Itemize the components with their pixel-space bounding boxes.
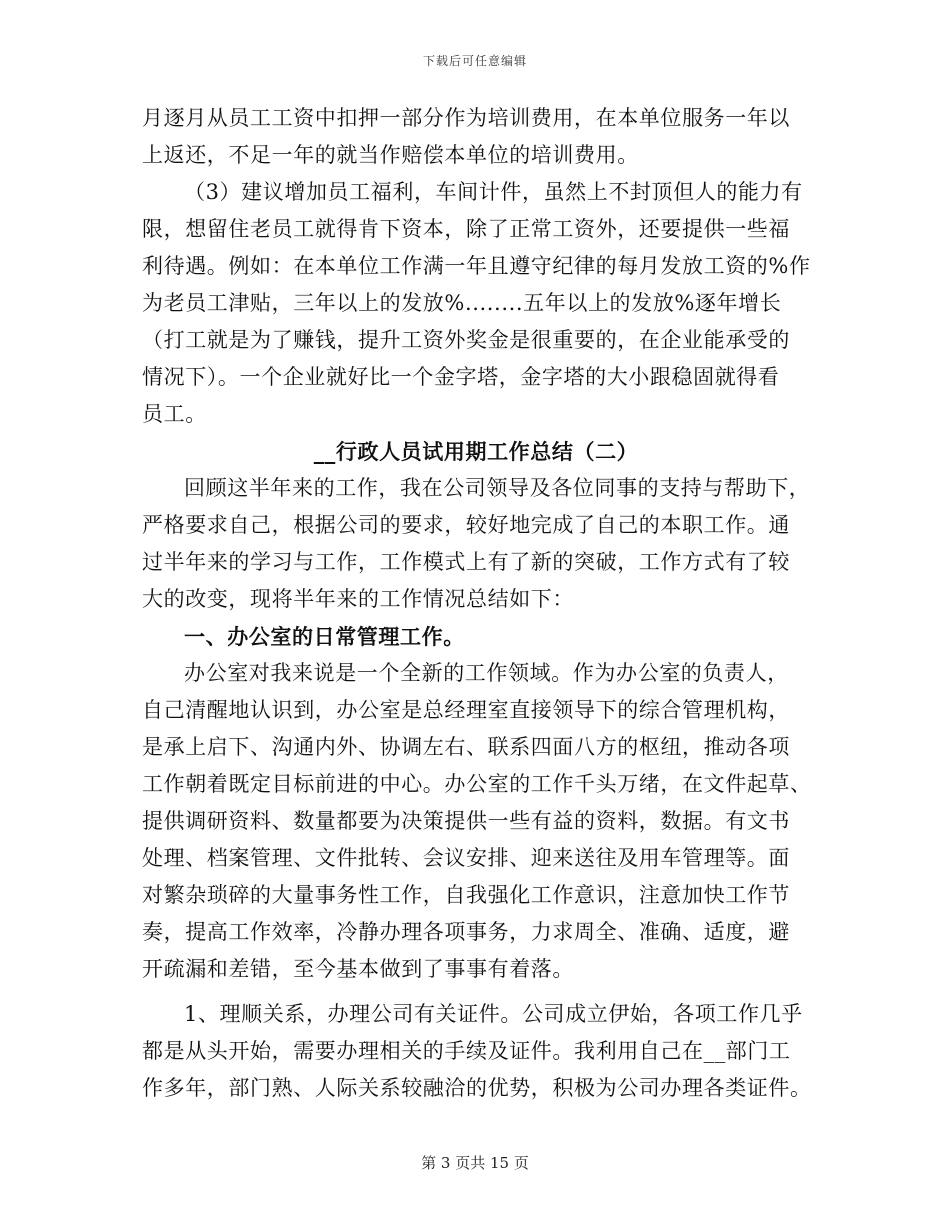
page-number: 第 3 页共 15 页 (421, 1154, 529, 1172)
text-line: 为老员工津贴，三年以上的发放%........五年以上的发放%逐年增长 (142, 291, 782, 315)
text-line: （打工就是为了赚钱，提升工资外奖金是很重要的，在企业能承受的 (142, 328, 790, 352)
paragraph-gap (142, 988, 810, 996)
text-line: 开疏漏和差错，至今基本做到了事事有着落。 (142, 957, 574, 981)
text-line: 大的改变，现将半年来的工作情况总结如下： (142, 587, 574, 611)
text-line: 过半年来的学习与工作，工作模式上有了新的突破，工作方式有了较 (142, 550, 790, 574)
section-title: __行政人员试用期工作总结（二） (313, 439, 639, 464)
text-line: 是承上启下、沟通内外、协调左右、联系四面八方的枢纽，推动各项 (142, 735, 790, 759)
text-line: 工作朝着既定目标前进的中心。办公室的工作千头万绪，在文件起草、 (142, 772, 812, 796)
text-line: 1、理顺关系，办理公司有关证件。公司成立伊始，各项工作几乎 (184, 1002, 803, 1026)
text-line: 办公室对我来说是一个全新的工作领域。作为办公室的负责人， (184, 661, 789, 685)
text-line: 奏，提高工作效率，冷静办理各项事务，力求周全、准确、适度，避 (142, 920, 790, 944)
text-line: 利待遇。例如：在本单位工作满一年且遵守纪律的每月发放工资的%作 (142, 254, 811, 278)
text-line: 员工。 (142, 402, 207, 426)
text-line: 对繁杂琐碎的大量事务性工作，自我强化工作意识，注意加快工作节 (142, 883, 790, 907)
text-line: （3）建议增加员工福利，车间计件，虽然上不封顶但人的能力有 (184, 180, 803, 204)
text-line: 回顾这半年来的工作，我在公司领导及各位同事的支持与帮助下， (184, 476, 811, 500)
text-line: 情况下）。一个企业就好比一个金字塔，金字塔的大小跟稳固就得看 (142, 365, 780, 389)
text-line: 限，想留住老员工就得肯下资本，除了正常工资外，还要提供一些福 (142, 217, 790, 241)
text-line: 处理、档案管理、文件批转、会议安排、迎来送往及用车管理等。面 (142, 846, 790, 870)
page-header-note: 下载后可任意编辑 (422, 54, 527, 68)
text-line: 提供调研资料、数量都要为决策提供一些有益的资料，数据。有文书 (142, 809, 790, 833)
text-line: 自己清醒地认识到，办公室是总经理室直接领导下的综合管理机构， (142, 698, 790, 722)
text-line: 月逐月从员工工资中扣押一部分作为培训费用，在本单位服务一年以 (142, 106, 790, 130)
text-line: 上返还，不足一年的就当作赔偿本单位的培训费用。 (142, 143, 639, 167)
document-body (142, 100, 810, 1107)
text-line: 严格要求自己，根据公司的要求，较好地完成了自己的本职工作。通 (142, 513, 790, 537)
section-heading: 一、办公室的日常管理工作。 (184, 624, 465, 649)
text-line: 作多年，部门熟、人际关系较融洽的优势，积极为公司办理各类证件。 (142, 1076, 812, 1100)
text-line: 都是从头开始，需要办理相关的手续及证件。我利用自己在__部门工 (142, 1039, 791, 1063)
